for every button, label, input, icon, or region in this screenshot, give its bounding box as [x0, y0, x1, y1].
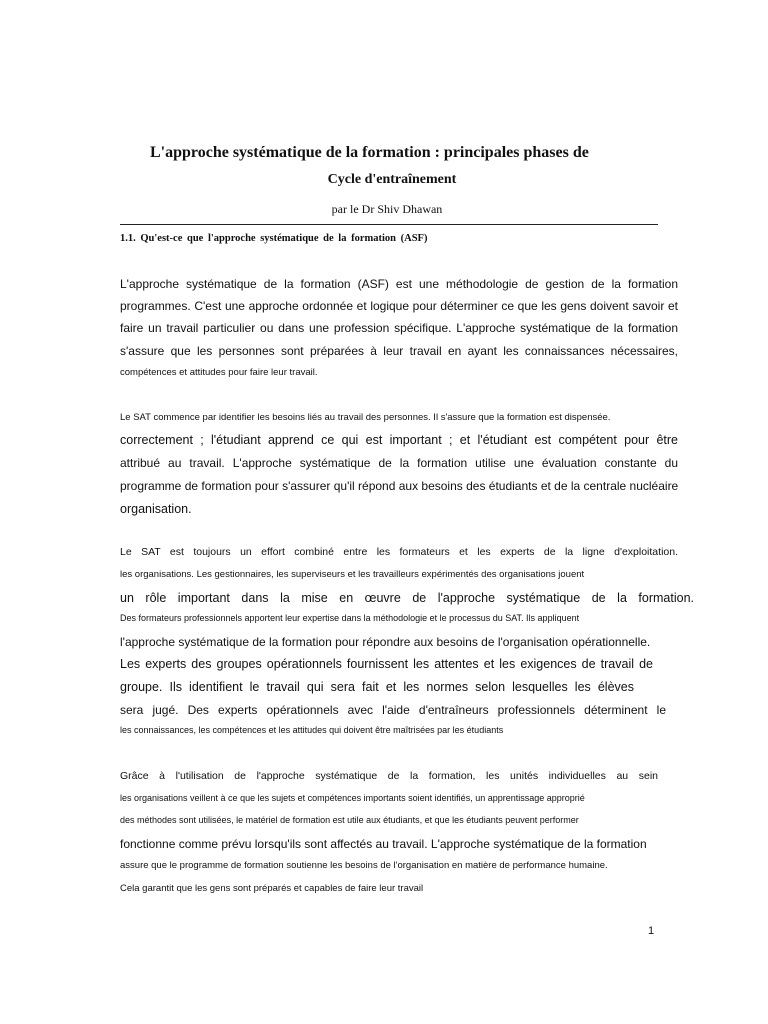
paragraph-3-line-1: Le SAT est toujours un effort combiné entre les formateurs et les experts de la ligne d'exploitation. — [120, 546, 678, 558]
paragraph-2-line-4: programme de formation pour s'assurer qu'il répond aux besoins des étudiants et de la centrale nucléaire — [120, 479, 679, 493]
paragraph-2-line-5: organisation. — [120, 502, 192, 516]
paragraph-3-line-4: Des formateurs professionnels apportent leur expertise dans la méthodologie et le processus du SAT. Ils appliquent — [120, 613, 580, 623]
paragraph-1-line-1: L'approche systématique de la formation (ASF) est une méthodologie de gestion de la formation — [120, 277, 678, 291]
paragraph-4-line-1: Grâce à l'utilisation de l'approche systématique de la formation, les unités individuelles au sein — [120, 770, 658, 782]
document-title: L'approche systématique de la formation : principales phases de — [150, 144, 589, 161]
paragraph-3-line-3: un rôle important dans la mise en œuvre de l'approche systématique de la formation. — [120, 591, 694, 605]
paragraph-3-line-9: les connaissances, les compétences et les attitudes qui doivent être maîtrisées par les étudiants — [120, 725, 504, 735]
paragraph-4-line-6: Cela garantit que les gens sont préparés et capables de faire leur travail — [120, 883, 424, 894]
paragraph-1-line-4: s'assure que les personnes sont préparées à leur travail en ayant les connaissances nécessaires, — [120, 344, 678, 358]
document-subtitle: Cycle d'entraînement — [327, 172, 457, 187]
paragraph-1-line-3: faire un travail particulier ou dans une profession spécifique. L'approche systématique de la formation — [120, 321, 678, 335]
paragraph-3-line-2: les organisations. Les gestionnaires, les superviseurs et les travailleurs expérimentés des organisations jouent — [120, 569, 585, 580]
paragraph-4-line-3: des méthodes sont utilisées, le matériel de formation est utile aux étudiants, et que les étudiants peuvent performer — [120, 815, 579, 825]
document-author: par le Dr Shiv Dhawan — [331, 202, 443, 216]
paragraph-3-line-5: l'approche systématique de la formation pour répondre aux besoins de l'organisation opérationnelle. — [120, 635, 651, 649]
paragraph-1-line-5: compétences et attitudes pour faire leur travail. — [120, 367, 318, 378]
paragraph-4-line-2: les organisations veillent à ce que les sujets et compétences importants soient identifiés, un apprentissage approprié — [120, 793, 585, 803]
paragraph-2-line-3: attribué au travail. L'approche systématique de la formation utilise une évaluation constante du — [120, 456, 678, 470]
paragraph-3-line-8: sera jugé. Des experts opérationnels avec l'aide d'entraîneurs professionnels déterminent le — [120, 703, 666, 717]
header-divider — [120, 224, 658, 225]
paragraph-4-line-5: assure que le programme de formation soutienne les besoins de l'organisation en matière de performance humaine. — [120, 860, 608, 871]
paragraph-1-line-2: programmes. C'est une approche ordonnée et logique pour déterminer ce que les gens doivent savoir et — [120, 299, 678, 313]
paragraph-2-line-1: Le SAT commence par identifier les besoins liés au travail des personnes. Il s'assure que la formation est dispensée. — [120, 412, 611, 423]
paragraph-3-line-7: groupe. Ils identifient le travail qui sera fait et les normes selon lesquelles les élèves — [120, 680, 634, 694]
paragraph-3-line-6: Les experts des groupes opérationnels fournissent les attentes et les exigences de travail de — [120, 657, 653, 671]
page-number: 1 — [648, 925, 655, 937]
paragraph-2-line-2: correctement ; l'étudiant apprend ce qui est important ; et l'étudiant est compétent pour être — [120, 433, 678, 447]
section-heading: 1.1. Qu'est-ce que l'approche systématique de la formation (ASF) — [120, 233, 428, 244]
paragraph-4-line-4: fonctionne comme prévu lorsqu'ils sont affectés au travail. L'approche systématique de la formation — [120, 837, 647, 851]
